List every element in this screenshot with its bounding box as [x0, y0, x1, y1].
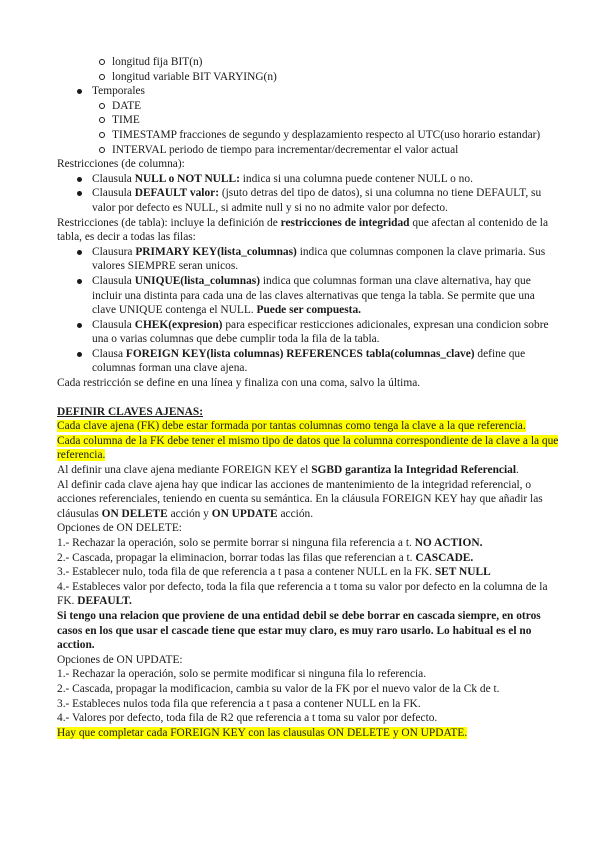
list-item — [57, 84, 559, 157]
list-item: Clausura PRIMARY KEY(lista_columnas) indica que columnas componen la clave primaria. Sus valores SIEMPRE seran unicos. — [57, 245, 559, 274]
list-item: TIMESTAMP fracciones de segundo y desplazamiento respecto al UTC(uso horario estandar) — [92, 128, 559, 143]
on-update-option: 3.- Estableces nulos toda fila que referencia a t pasa a contener NULL en la FK. — [57, 697, 421, 710]
sgbd-paragraph: Al definir una clave ajena mediante FOREIGN KEY el SGBD garantiza la Integridad Referencial. — [57, 464, 519, 477]
list-item: Clausula NULL o NOT NULL: indica si una columna puede contener NULL o no. — [57, 172, 559, 187]
list-item: Clausula DEFAULT valor: (jsuto detras del tipo de datos), si una columna no tiene DEFAULT, su valor por defecto es NULL, si admite null y si no no admite valor por defecto. — [57, 186, 559, 215]
temporal-type-list — [57, 84, 559, 157]
restrictions-closing: Cada restricción se define en una línea y finaliza con una coma, salvo la última. — [57, 377, 421, 390]
temporal-label: Temporales — [92, 85, 145, 98]
on-delete-option: 3.- Establecer nulo, toda fila de que referencia a t pasa a contener NULL en la FK. SET NULL — [57, 566, 491, 579]
temporal-sublist — [92, 99, 559, 157]
actions-paragraph: Al definir cada clave ajena hay que indicar las acciones de mantenimiento de la integridad referencial, o acciones referenciales, teniendo en cuenta su semántica. En la cláusula FOREIGN KEY hay que añadir las cláusulas ON DELETE acción y ON UPDATE acción. — [57, 478, 543, 520]
cascade-warning: Si tengo una relacion que proviene de una entidad debil se debe borrar en cascada siempre, en otros casos en los que usar el cascade tiene que estar muy claro, es muy raro usarlo. Lo habitual es el no acction. — [57, 609, 541, 652]
on-delete-title: Opciones de ON DELETE: — [57, 522, 182, 535]
highlight-note: Cada columna de la FK debe tener el mismo tipo de datos que la columna correspondiente de la clave a la que referencia. — [57, 434, 559, 462]
on-delete-option: 1.- Rechazar la operación, solo se permite borrar si ninguna fila referencia a t. NO ACTION. — [57, 537, 483, 549]
list-item: longitud fija BIT(n) — [57, 55, 559, 70]
list-item: INTERVAL periodo de tiempo para incrementar/decrementar el valor actual — [92, 143, 559, 158]
list-item: Clausula CHEK(expresion) para especificar resticciones adicionales, expresan una condicion sobre una o varias columnas que debe cumplir toda la fila de la tabla. — [57, 318, 559, 347]
bit-type-list — [57, 55, 559, 84]
highlight-note: Cada clave ajena (FK) debe estar formada por tantas columnas como tenga la clave a la que referencia. — [57, 420, 526, 433]
column-restrictions-title: Restricciones (de columna): — [57, 158, 185, 171]
list-item: longitud variable BIT VARYING(n) — [57, 70, 559, 85]
on-update-option: 4.- Valores por defecto, toda fila de R2 que referencia a t toma su valor por defecto. — [57, 712, 438, 725]
list-item: TIME — [92, 113, 559, 128]
on-update-option: 1.- Rechazar la operación, solo se permite modificar si ninguna fila lo referencia. — [57, 668, 427, 681]
table-restrictions-intro: Restricciones (de tabla): incluye la definición de restricciones de integridad que afectan al contenido de la tabla, es decir a todas las filas: — [57, 216, 549, 244]
on-update-title: Opciones de ON UPDATE: — [57, 653, 183, 666]
column-restrictions-list — [57, 172, 559, 216]
list-item: DATE — [92, 99, 559, 114]
table-restrictions-list — [57, 245, 559, 376]
list-item: Clausula UNIQUE(lista_columnas) indica que columnas forman una clave alternativa, hay que incluir una distinta para cada una de las claves alternativas que tenga la tabla. Se permite que una clave UNIQUE contenga el NULL. Puede ser compuesta. — [57, 274, 559, 318]
on-delete-option: 4.- Estableces valor por defecto, toda la fila que referencia a t toma su valor por defecto en la columna de la FK. DEFAULT. — [57, 580, 548, 608]
list-item: Clausa FOREIGN KEY(lista columnas) REFERENCES tabla(columnas_clave) define que columnas forman una clave ajena. — [57, 347, 559, 376]
foreign-keys-heading: DEFINIR CLAVES AJENAS: — [57, 405, 204, 418]
on-update-option: 2.- Cascada, propagar la modificacion, cambia su valor de la FK por el nuevo valor de la Ck de t. — [57, 682, 500, 695]
final-highlight-note: Hay que completar cada FOREIGN KEY con las clausulas ON DELETE y ON UPDATE. — [57, 726, 468, 739]
on-delete-option: 2.- Cascada, propagar la eliminacion, borrar todas las filas que referencian a t. CASCADE. — [57, 551, 474, 564]
